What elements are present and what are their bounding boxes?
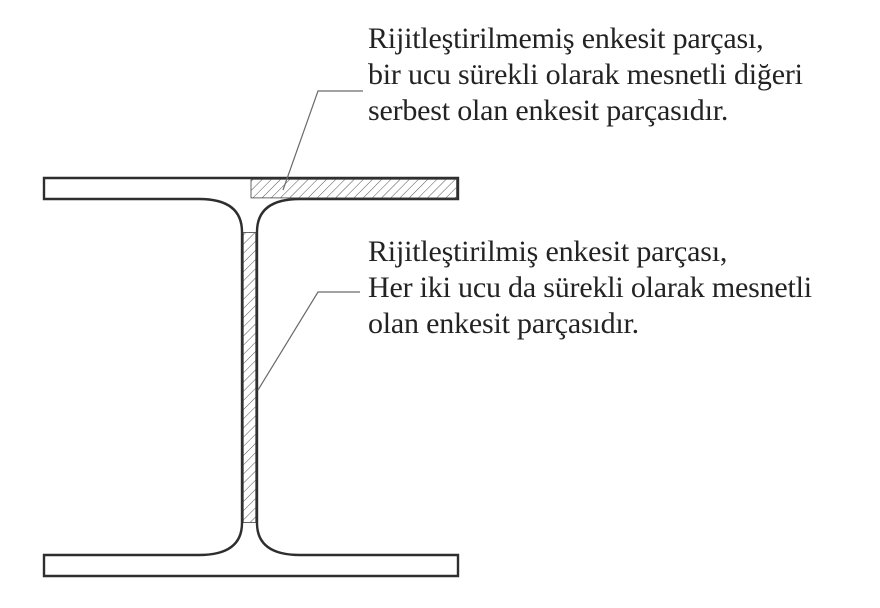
annotation-stiffened-line-3: olan enkesit parçasıdır. xyxy=(368,307,639,340)
annotation-unstiffened-line-2: bir ucu sürekli olarak mesnetli diğeri xyxy=(368,58,803,91)
annotation-stiffened-line-2: Her iki ucu da sürekli olarak mesnetli xyxy=(368,271,812,304)
annotation-stiffened-line-1: Rijitleştirilmiş enkesit parçası, xyxy=(368,235,728,268)
leader-line-bottom xyxy=(258,292,360,390)
web-hatch-region xyxy=(243,233,255,523)
annotation-unstiffened xyxy=(368,21,803,129)
annotation-unstiffened-line-1: Rijitleştirilmemiş enkesit parçası, xyxy=(368,22,764,55)
annotation-unstiffened-line-3: serbest olan enkesit parçasıdır. xyxy=(368,94,729,127)
top-flange-hatch-region xyxy=(251,179,457,198)
leader-line-top xyxy=(283,91,363,190)
annotation-stiffened xyxy=(368,234,812,342)
